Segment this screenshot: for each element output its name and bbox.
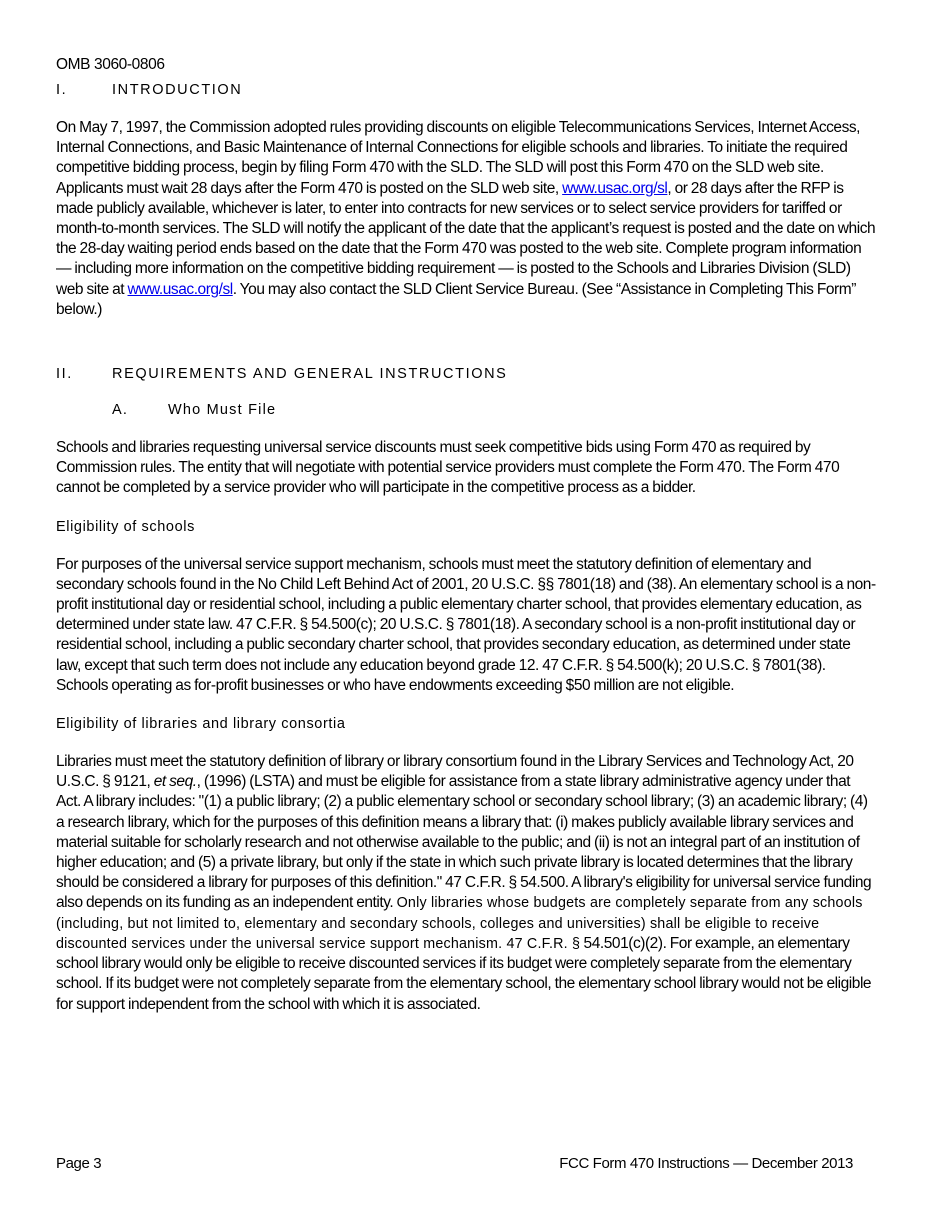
usac-link-2[interactable]: www.usac.org/sl	[127, 280, 233, 298]
section-title: REQUIREMENTS AND GENERAL INSTRUCTIONS	[112, 366, 508, 383]
who-must-file-paragraph: Schools and libraries requesting universal service discounts must seek competitive bids using Form 470 as required by Commission rules. The entity that will negotiate with potential service providers must complete the Form 470. The Form 470 cannot be completed by a service provider who will participate in the competitive process as a bidder.	[56, 439, 840, 497]
intro-text-1: On May 7, 1997, the Commission adopted rules providing discounts on eligible Telecommunications Services, Internet Access, Internal Connections, and Basic Maintenance of Internal Connections for eligible schools and libraries. To initiate the required competitive bidding process, begin by filing Form 470 with the SLD. The SLD will post this Form 470 on the SLD web site. Applicants must wait 28 days after the Form 470 is posted on the SLD web site,	[56, 119, 861, 197]
section-number: II.	[56, 366, 73, 383]
section-number: I.	[56, 82, 68, 98]
intro-text-2: , or 28 days after the RFP is made publicly available, whichever is later, to enter into contracts for new services or to select service providers for tariffed or month-to-month services. The SLD will notify the applicant of the date that the applicant’s request is posted and the date on which the 28-day waiting period ends based on the date that the Form 470 was posted to the web site. Complete program information — including more information on the competitive bidding requirement — is posted to the Schools and Libraries Division (SLD) web site at	[56, 179, 876, 298]
document-page	[56, 56, 876, 1015]
subsection-title: Who Must File	[168, 402, 277, 419]
eligibility-schools-paragraph: For purposes of the universal service support mechanism, schools must meet the statutory definition of elementary and secondary schools found in the No Child Left Behind Act of 2001, 20 U.S.C. §§ 7801(18) and (38). An elementary school is a non-profit institutional day or residential school, including a public elementary charter school, that provides elementary education, as determined under state law. 47 C.F.R. § 54.500(c); 20 U.S.C. § 7801(18). A secondary school is a non-profit institutional day or residential school, including a public secondary charter school, that provides secondary education, as determined under state law, except that such term does not include any education beyond grade 12. 47 C.F.R. § 54.500(k); 20 U.S.C. § 7801(38). Schools operating as for-profit businesses or who have endowments exceeding $50 million are not eligible.	[56, 555, 876, 694]
section-heading-requirements	[56, 366, 876, 382]
page-footer	[56, 1155, 853, 1172]
libraries-text-3: Only libraries whose budgets are completely separate from any schools (including, but not limited to, elementary and secondary schools, colleges and universities) shall be eligible to receive discounted services under the universal service support mechanism. 47 C.F.R. §	[56, 895, 863, 952]
introduction-paragraph	[56, 118, 876, 320]
page-number: Page 3	[56, 1155, 102, 1172]
intro-text-3: . You may also contact the SLD Client Service Bureau. (See “Assistance in Completing This Form” below.)	[56, 280, 856, 318]
subsection-heading-who-must-file	[112, 402, 876, 418]
section-title: INTRODUCTION	[112, 82, 243, 98]
omb-number: OMB 3060-0806	[56, 56, 165, 73]
et-seq-italic: et seq.	[153, 773, 197, 791]
eligibility-libraries-paragraph	[56, 752, 876, 1015]
heading-eligibility-of-libraries: Eligibility of libraries and library consortia	[56, 716, 346, 733]
heading-eligibility-of-schools: Eligibility of schools	[56, 518, 195, 535]
libraries-text-1: Libraries must meet the statutory definition of library or library consortium found in the Library Services and Technology Act, 20 U.S.C. § 9121,	[56, 753, 854, 791]
footer-title: FCC Form 470 Instructions — December 2013	[559, 1155, 853, 1172]
libraries-text-4: 54.501(c)(2). For example, an elementary school library would only be eligible to receive discounted services if its budget were completely separate from the elementary school. If its budget were not completely separate from the elementary school, the elementary school library would not be eligible for support independent from the school with which it is associated.	[56, 934, 872, 1013]
subsection-number: A.	[112, 402, 129, 419]
libraries-text-2: , (1996) (LSTA) and must be eligible for assistance from a state library administrative agency under that Act. A library includes: "(1) a public library; (2) a public elementary school or secondary school library; (3) an academic library; (4) a research library, which for the purposes of this definition means a library that: (i) makes publicly available library services and material suitable for scholarly research and not otherwise available to the public; and (ii) is not an integral part of an institution of higher education; and (5) a private library, but only if the state in which such private library is located determines that the library should be considered a library for purposes of this definition." 47 C.F.R. § 54.500. A library's eligibility for universal service funding also depends on its funding as an independent entity.	[56, 773, 872, 912]
section-heading-introduction	[56, 82, 876, 98]
usac-link-1[interactable]: www.usac.org/sl	[562, 179, 668, 197]
